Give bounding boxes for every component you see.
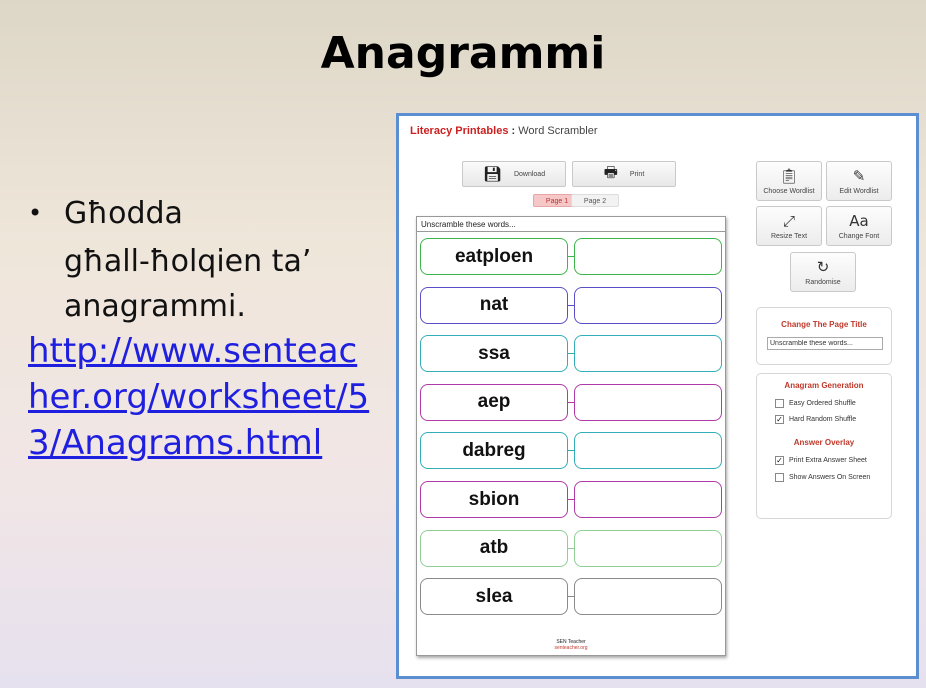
bullet-line-3: anagrammi. <box>64 289 246 325</box>
change-font-label: Change Font <box>838 233 880 240</box>
scrambled-word: dabreg <box>420 432 568 469</box>
easy-shuffle-label: Easy Ordered Shuffle <box>789 400 856 407</box>
worksheet-row <box>420 238 722 275</box>
show-answers-checkbox[interactable] <box>775 473 784 482</box>
refresh-icon: ↻ <box>816 259 830 276</box>
hard-shuffle-label: Hard Random Shuffle <box>789 416 857 423</box>
print-extra-label: Print Extra Answer Sheet <box>789 457 867 464</box>
print-extra-checkbox[interactable]: ✓ <box>776 456 783 465</box>
option-show-answers[interactable] <box>775 473 870 482</box>
answer-box <box>574 384 722 421</box>
print-button[interactable] <box>572 161 676 187</box>
footer-brand: SEN Teacher <box>556 639 586 645</box>
download-label: Download <box>513 170 546 178</box>
scrambled-word: aep <box>420 384 568 421</box>
bullet-line-2: għall-ħolqien ta’ <box>64 244 312 279</box>
answer-box <box>574 530 722 567</box>
resize-text-label: Resize Text <box>770 232 808 240</box>
scrambled-word: sbion <box>420 481 568 518</box>
randomise-label: Randomise <box>805 279 841 286</box>
answer-box <box>574 238 722 275</box>
option-easy-shuffle[interactable] <box>775 399 856 408</box>
answer-box <box>574 432 722 469</box>
scrambled-word: nat <box>420 287 568 324</box>
edit-wordlist-button[interactable] <box>826 161 892 201</box>
hard-shuffle-checkbox[interactable]: ✓ <box>776 415 783 424</box>
font-icon: Aa <box>849 212 869 230</box>
easy-shuffle-checkbox[interactable] <box>775 399 784 408</box>
scrambled-word: atb <box>420 530 568 567</box>
answer-overlay-heading: Answer Overlay <box>793 438 855 447</box>
choose-wordlist-button[interactable] <box>756 161 822 201</box>
print-label: Print <box>629 170 645 178</box>
edit-wordlist-label: Edit Wordlist <box>839 188 879 195</box>
resize-icon: ⤢ <box>782 212 795 230</box>
option-hard-shuffle[interactable] <box>775 415 856 424</box>
bullet-item <box>28 193 373 235</box>
worksheet-row <box>420 287 722 324</box>
answer-box <box>574 578 722 615</box>
save-icon: 💾︎ <box>482 166 502 183</box>
worksheet-footer <box>417 640 725 651</box>
anagram-options-panel <box>756 373 892 519</box>
worksheet-link[interactable]: http://www.senteacher.org/worksheet/53/Anagrams.html <box>28 330 370 464</box>
answer-box <box>574 481 722 518</box>
clipboard-icon: 📋︎ <box>779 168 799 185</box>
word-scrambler-screenshot <box>396 113 919 679</box>
resize-text-button[interactable] <box>756 206 822 246</box>
worksheet-row <box>420 432 722 469</box>
randomise-button[interactable] <box>790 252 856 292</box>
brand-link[interactable]: Literacy Printables <box>410 125 509 137</box>
header-separator: : <box>511 125 516 137</box>
slide-title: Anagrammi <box>320 28 606 79</box>
show-answers-label: Show Answers On Screen <box>789 474 871 481</box>
scrambled-word: ssa <box>420 335 568 372</box>
bullet-marker: • <box>28 199 43 227</box>
printer-icon: 🖶︎ <box>603 163 618 181</box>
page-title-heading: Change The Page Title <box>781 320 867 329</box>
app-header <box>410 125 598 137</box>
worksheet-row <box>420 481 722 518</box>
answer-box <box>574 335 722 372</box>
worksheet-row <box>420 384 722 421</box>
answer-box <box>574 287 722 324</box>
change-font-button[interactable] <box>826 206 892 246</box>
slide-bullets <box>28 193 373 467</box>
choose-wordlist-label: Choose Wordlist <box>763 188 815 195</box>
scrambled-word: eatploen <box>420 238 568 275</box>
download-button[interactable] <box>462 161 566 187</box>
worksheet-preview <box>416 216 726 656</box>
bullet-line-1: Għodda <box>64 196 183 231</box>
footer-url: senteacher.org <box>554 644 588 651</box>
tab-page-2[interactable]: Page 2 <box>571 194 619 207</box>
page-title-panel <box>756 307 892 365</box>
tab-page-1[interactable]: Page 1 <box>533 194 581 207</box>
page-name: Word Scrambler <box>518 125 598 137</box>
worksheet-row <box>420 530 722 567</box>
option-print-extra[interactable] <box>775 456 867 465</box>
page-title-input[interactable] <box>767 337 883 350</box>
anagram-generation-heading: Anagram Generation <box>784 381 864 390</box>
worksheet-title: Unscramble these words... <box>417 217 725 232</box>
edit-icon: ✎ <box>852 168 866 185</box>
scrambled-word: slea <box>420 578 568 615</box>
worksheet-row <box>420 578 722 615</box>
worksheet-row <box>420 335 722 372</box>
